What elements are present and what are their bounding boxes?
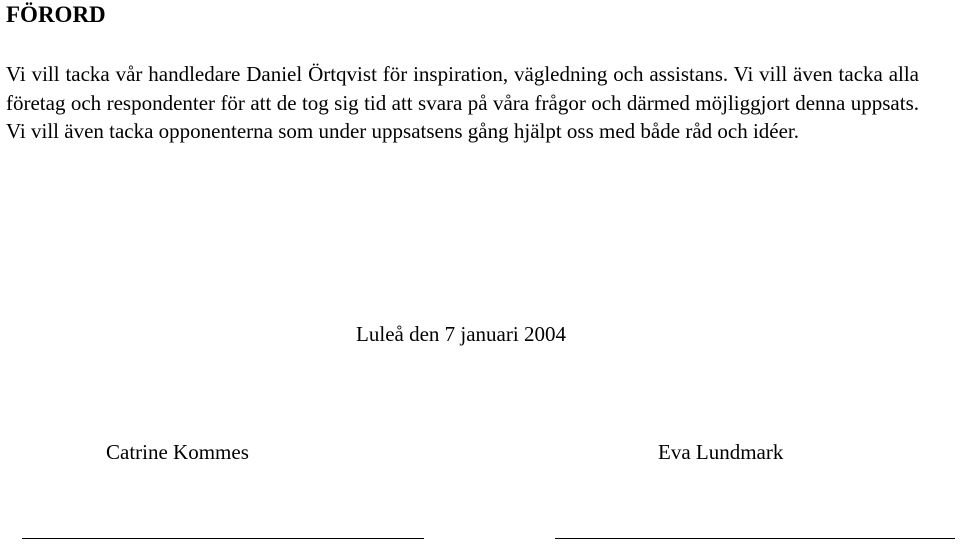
acknowledgement-paragraph: Vi vill tacka vår handledare Daniel Örtqvist för inspiration, vägledning och assistans. Vi vill även tacka alla företag och respondenter för att de tog sig tid att svara på våra frågor och därmed möjliggjort denna uppsats. Vi vill även tacka opponenterna som under uppsatsens gång hjälpt oss med både råd och idéer. <box>6 62 919 143</box>
signature-line-left <box>22 538 424 539</box>
signature-line-right <box>555 538 955 539</box>
signer-name-right: Eva Lundmark <box>658 440 784 464</box>
place-and-date: Luleå den 7 januari 2004 <box>356 322 566 346</box>
signer-name-left: Catrine Kommes <box>106 440 249 464</box>
page-heading: FÖRORD <box>6 2 106 27</box>
